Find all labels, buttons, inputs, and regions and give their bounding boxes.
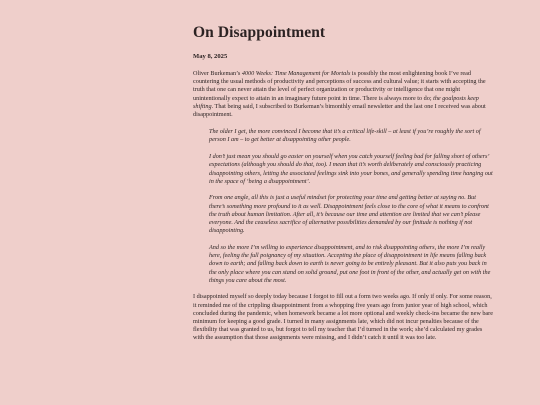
intro-text-end: . That being said, I subscribed to Burkeman’s bimonthly email newsletter and the last one I received was about disappointment.	[193, 102, 486, 119]
intro-text-middle: is possibly the most enlightening book I’ve read countering the usual methods of productivity and perceptions of success and cultural value; it starts with accepting the truth that one can never attain the level of perfect organization or productivity or intelligence that one might unintentionally expect to attain in an imaginary future point in time. There is always more to do;	[193, 70, 486, 102]
quote-paragraph: From one angle, all this is just a useful mindset for protecting your time and getting better at saying no. But there’s something more profound to it as well. Disappointment feels close to the core of what it means to confront the truth about human limitation. After all, it’s because our time and attention are limited that we can’t please everyone. And the ceaseless sacrifice of alternative possibilities demanded by our finitude is nothing if not disappointing.	[209, 194, 489, 235]
closing-paragraph: I disappointed myself so deeply today because I forgot to fill out a form two weeks ago. If only if only. For some reason, it reminded me of the crippling disappointment from a whopping five years ago from junior year of high school, which concluded during the pandemic, when homework became a lot more optional and weekly check-ins became the new bare minimum for keeping a good grade. I turned in many assignments late, which did not incur penalties because of the flexibility that was granted to us, but forgot to tell my teacher that I’d turned in the work; she’d calculated my grades with the assumption that those assignments were missing, and I didn’t catch it until it was too late.	[193, 293, 493, 342]
newsletter-quote	[209, 128, 493, 285]
quote-paragraph: I don’t just mean you should go easier on yourself when you catch yourself feeling bad for falling short of others’ expectations (although you should do that, too). I mean that it’s worth deliberately and consciously practicing disappointing others, letting the associated feelings sink into your bones, and generally spending time hanging out in the space of ‘being a disappointment’.	[209, 153, 493, 185]
quote-paragraph: The older I get, the more convinced I become that it’s a critical life-skill – at least if you’re roughly the sort of person I am – to get better at disappointing other people.	[209, 128, 481, 144]
book-title: 4000 Weeks: Time Management for Mortals	[241, 70, 351, 77]
quote-paragraph: And so the more I’m willing to experience disappointment, and to risk disappointing others, the more I’m really here, feeling the full poignancy of my situation. Accepting the place of disappointment in life means falling back down to earth; and falling back down to earth is never going to be entirely pleasant. But it also puts you back in the only place where you can stand on solid ground, put one foot in front of the other, and actually get on with the things you care about the most.	[209, 243, 491, 284]
post-date: May 8, 2025	[193, 53, 228, 60]
intro-paragraph	[193, 70, 493, 119]
intro-emphasis: the goalposts keep shifting	[193, 94, 479, 110]
intro-text-start: Oliver Burkeman’s	[193, 70, 242, 77]
post-title: On Disappointment	[193, 24, 326, 41]
blog-post	[193, 24, 493, 352]
